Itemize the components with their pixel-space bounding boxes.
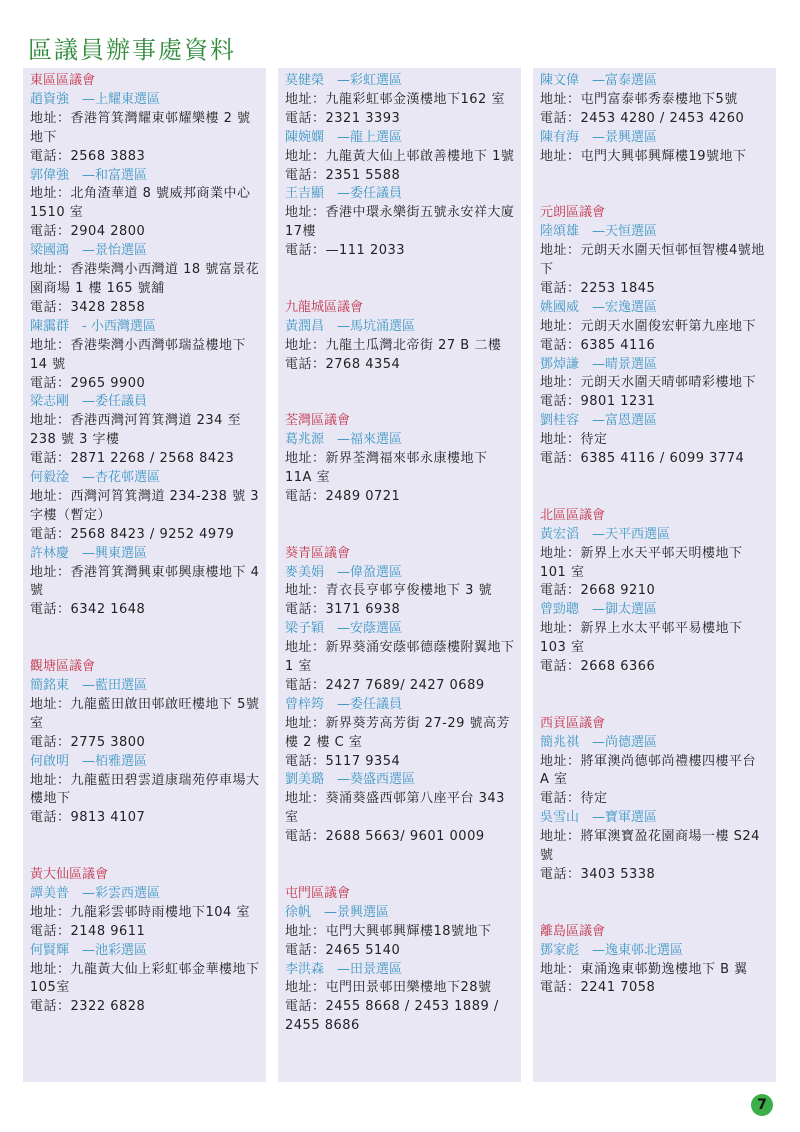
address-text: 地址：新界葵芳高芳街 27-29 號高芳樓 2 樓 C 室 <box>285 715 511 750</box>
address-text: 地址：屯門大興邨興輝樓18號地下 <box>285 923 492 939</box>
councillor-entry <box>30 469 260 545</box>
phone-text: 電話：—111 2033 <box>285 243 406 259</box>
councillor-entry <box>540 734 770 810</box>
address-text: 地址：元朗天水圍俊宏軒第九座地下 <box>540 318 757 334</box>
phone-text: 電話：2455 8668 / 2453 1889 / 2455 8686 <box>285 999 499 1034</box>
address-text: 地址：九龍藍田碧雲道康瑞苑停車場大樓地下 <box>30 772 260 807</box>
address-text: 地址：香港柴灣小西灣道 18 號富景花園商場 1 樓 165 號舖 <box>30 262 260 296</box>
address-text: 地址：新界上水天平邨天明樓地下 101 室 <box>540 545 743 580</box>
address-text: 地址：香港筲箕灣興東邨興康樓地下 4 號 <box>30 564 260 599</box>
councillor-entry <box>285 72 515 129</box>
address-text: 地址：東涌逸東邨勤逸樓地下 B 翼 <box>540 961 748 977</box>
address-text: 地址：九龍土瓜灣北帝街 27 B 二樓 <box>285 337 502 353</box>
phone-text: 電話：2871 2268 / 2568 8423 <box>30 451 235 467</box>
councillor-name: 劉美璐 —葵盛西選區 <box>285 772 416 788</box>
councillor-name: 黃宏滔 —天平西選區 <box>540 526 671 542</box>
page-title: 區議員辦事處資料 <box>28 36 236 64</box>
phone-text: 電話：2465 5140 <box>285 942 401 958</box>
councillor-entry <box>540 412 770 469</box>
address-text: 地址：新界葵涌安蔭邨德蔭樓附翼地下 1 室 <box>285 640 515 675</box>
address-text: 地址：九龍黃大仙上彩虹邨金華樓地下105室 <box>30 961 260 996</box>
councillor-entry <box>285 904 515 961</box>
phone-text: 電話：9801 1231 <box>540 394 656 410</box>
councillor-name: 梁志剛 —委任議員 <box>30 394 148 410</box>
councillor-name: 黃潤昌 —馬坑涌選區 <box>285 318 416 334</box>
phone-text: 電話：9813 4107 <box>30 810 146 826</box>
councillor-entry <box>285 696 515 772</box>
district-council-heading: 北區區議會 <box>540 507 606 523</box>
phone-text: 電話：2489 0721 <box>285 488 401 504</box>
councillor-name: 梁國鴻 —景怡選區 <box>30 243 148 259</box>
councillor-name: 王吉顯 —委任議員 <box>285 186 403 202</box>
councillor-entry <box>30 393 260 469</box>
councillor-name: 陸頌雄 —天恒選區 <box>540 224 658 240</box>
councillor-name: 李洪森 —田景選區 <box>285 961 403 977</box>
councillor-name: 劉桂容 —富恩選區 <box>540 413 658 429</box>
address-text: 地址：九龍黃大仙上邨啟善樓地下 1號 <box>285 148 515 164</box>
phone-text: 電話：2688 5663/ 9601 0009 <box>285 829 485 845</box>
councillor-name: 陳靄群 - 小西灣選區 <box>30 318 156 334</box>
address-text: 地址：九龍彩虹邨金漢樓地下162 室 <box>285 91 505 107</box>
address-text: 地址：香港筲箕灣耀東邨耀樂樓 2 號地下 <box>30 110 251 145</box>
councillor-name: 何啟明 —栢雅選區 <box>30 753 148 769</box>
phone-text: 電話：2427 7689/ 2427 0689 <box>285 677 485 693</box>
councillor-entry <box>285 961 515 1037</box>
column-1 <box>23 68 266 1082</box>
councillor-name: 何賢輝 —池彩選區 <box>30 942 148 958</box>
phone-text: 電話：2668 9210 <box>540 583 656 599</box>
councillor-entry <box>30 753 260 829</box>
address-text: 地址：屯門富泰邨秀泰樓地下5號 <box>540 91 738 107</box>
phone-text: 電話：2775 3800 <box>30 734 146 750</box>
address-text: 地址：九龍藍田啟田邨啟旺樓地下 5號室 <box>30 696 260 731</box>
phone-text: 電話：3428 2858 <box>30 299 146 315</box>
phone-text: 電話：3403 5338 <box>540 867 656 883</box>
address-text: 地址：待定 <box>540 432 608 448</box>
address-text: 地址：北角渣華道 8 號威邦商業中心 1510 室 <box>30 186 251 221</box>
councillor-entry <box>30 91 260 167</box>
address-text: 地址：將軍澳尚德邨尚禮樓四樓平台 A 室 <box>540 753 757 788</box>
phone-text: 電話：2453 4280 / 2453 4260 <box>540 110 745 126</box>
phone-text: 電話：2351 5588 <box>285 167 401 183</box>
councillor-name: 鄧家彪 —逸東邨北選區 <box>540 942 684 958</box>
phone-text: 電話：2253 1845 <box>540 280 656 296</box>
address-text: 地址：葵涌葵盛西邨第八座平台 343 室 <box>285 791 505 826</box>
councillor-name: 簡兆祺 —尚德選區 <box>540 734 658 750</box>
councillor-entry <box>285 431 515 507</box>
district-council-heading: 離島區議會 <box>540 923 606 939</box>
councillor-entry <box>540 129 770 167</box>
phone-text: 電話：2768 4354 <box>285 356 401 372</box>
councillor-entry <box>540 526 770 602</box>
councillor-name: 簡銘東 —藍田選區 <box>30 677 148 693</box>
address-text: 地址：西灣河筲箕灣道 234-238 號 3 字樓（暫定） <box>30 488 259 523</box>
councillor-entry <box>30 242 260 318</box>
councillor-name: 郭偉強 —和富選區 <box>30 167 148 183</box>
councillor-entry <box>285 620 515 696</box>
councillor-entry <box>540 809 770 885</box>
district-council-heading: 東區區議會 <box>30 73 96 88</box>
address-text: 地址：青衣長亨邨亨俊樓地下 3 號 <box>285 583 493 599</box>
councillor-name: 葛兆源 —福來選區 <box>285 432 403 448</box>
district-council-heading: 西貢區議會 <box>540 715 606 731</box>
district-council-heading: 黃大仙區議會 <box>30 867 109 883</box>
councillor-entry <box>30 885 260 942</box>
councillor-entry <box>285 129 515 186</box>
address-text: 地址：元朗天水圍天晴邨晴彩樓地下 <box>540 375 757 391</box>
councillor-entry <box>540 942 770 999</box>
councillor-entry <box>30 318 260 394</box>
councillor-name: 梁子穎 —安蔭選區 <box>285 621 403 637</box>
councillor-name: 陳婉嫻 —龍上選區 <box>285 129 403 145</box>
phone-text: 電話：2321 3393 <box>285 110 401 126</box>
address-text: 地址：新界荃灣福來邨永康樓地下 11A 室 <box>285 451 488 485</box>
phone-text: 電話：6385 4116 / 6099 3774 <box>540 451 745 467</box>
column-2 <box>278 68 521 1082</box>
councillor-entry <box>540 356 770 413</box>
page-number-badge: 7 <box>751 1094 773 1116</box>
councillor-entry <box>30 942 260 1018</box>
district-council-heading: 元朗區議會 <box>540 205 606 221</box>
councillor-name: 陳有海 —景興選區 <box>540 129 658 145</box>
councillor-entry <box>285 771 515 847</box>
phone-text: 電話：待定 <box>540 791 608 807</box>
district-council-heading: 九龍城區議會 <box>285 299 364 315</box>
councillor-name: 姚國威 —宏逸選區 <box>540 299 658 315</box>
phone-text: 電話：2904 2800 <box>30 224 146 240</box>
phone-text: 電話：6385 4116 <box>540 337 656 353</box>
councillor-entry <box>540 601 770 677</box>
councillor-entry <box>30 545 260 621</box>
phone-text: 電話：2668 6366 <box>540 659 656 675</box>
councillor-entry <box>540 299 770 356</box>
councillor-name: 徐帆 —景興選區 <box>285 904 390 920</box>
councillor-name: 趙資強 —上耀東選區 <box>30 91 161 107</box>
councillor-entry <box>540 72 770 129</box>
councillor-entry <box>285 318 515 375</box>
councillor-name: 何毅淦 —杏花邨選區 <box>30 470 161 486</box>
councillor-entry <box>30 677 260 753</box>
address-text: 地址：新界上水太平邨平易樓地下 103 室 <box>540 621 743 656</box>
address-text: 地址：屯門大興邨興輝樓19號地下 <box>540 148 747 164</box>
district-council-heading: 荃灣區議會 <box>285 413 351 429</box>
address-text: 地址：元朗天水圍天恒邨恒智樓4號地下 <box>540 243 765 278</box>
phone-text: 電話：6342 1648 <box>30 602 146 618</box>
address-text: 地址：香港柴灣小西灣邨瑞益樓地下 14 號 <box>30 337 247 372</box>
councillor-entry <box>285 185 515 261</box>
councillor-name: 吳雪山 —寶軍選區 <box>540 810 658 826</box>
councillor-entry <box>30 167 260 243</box>
phone-text: 電話：2148 9611 <box>30 923 146 939</box>
column-3 <box>533 68 776 1082</box>
phone-text: 電話：2568 8423 / 9252 4979 <box>30 526 235 542</box>
address-text: 地址：屯門田景邨田樂樓地下28號 <box>285 980 492 996</box>
councillor-name: 麥美娟 —偉盈選區 <box>285 564 403 580</box>
councillor-name: 曾梓筠 —委任議員 <box>285 696 403 712</box>
district-council-heading: 觀塘區議會 <box>30 659 96 675</box>
councillor-name: 莫健榮 —彩虹選區 <box>285 73 403 88</box>
phone-text: 電話：2965 9900 <box>30 375 146 391</box>
district-council-heading: 屯門區議會 <box>285 885 351 901</box>
councillor-entry <box>540 223 770 299</box>
councillor-name: 曾勁聰 —御太選區 <box>540 602 658 618</box>
councillor-name: 許林慶 —興東選區 <box>30 545 148 561</box>
address-text: 地址：香港中環永樂街五號永安祥大廈17樓 <box>285 205 515 240</box>
address-text: 地址：香港西灣河筲箕灣道 234 至 238 號 3 字樓 <box>30 413 242 448</box>
councillor-name: 鄧焯謙 —晴景選區 <box>540 356 658 372</box>
phone-text: 電話：2322 6828 <box>30 999 146 1015</box>
phone-text: 電話：2568 3883 <box>30 148 146 164</box>
phone-text: 電話：5117 9354 <box>285 753 401 769</box>
address-text: 地址：將軍澳寶盈花園商場一樓 S24 號 <box>540 829 760 864</box>
councillor-entry <box>285 564 515 621</box>
phone-text: 電話：3171 6938 <box>285 602 401 618</box>
phone-text: 電話：2241 7058 <box>540 980 656 996</box>
councillor-name: 譚美普 —彩雲西選區 <box>30 885 161 901</box>
district-council-heading: 葵青區議會 <box>285 545 351 561</box>
address-text: 地址：九龍彩雲邨時雨樓地下104 室 <box>30 904 250 920</box>
councillor-name: 陳文偉 —富泰選區 <box>540 73 658 88</box>
